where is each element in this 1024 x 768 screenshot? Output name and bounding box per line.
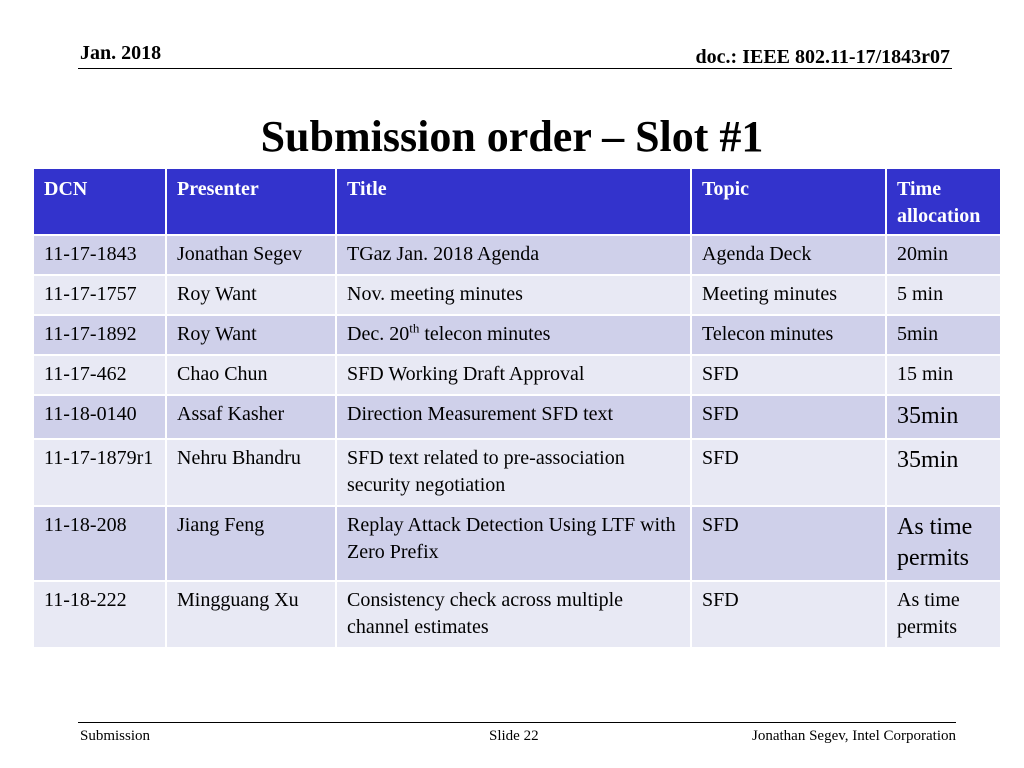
dcn-cell: 11-17-462 — [33, 355, 166, 395]
title-cell: Consistency check across multiple channel estimates — [336, 581, 691, 648]
footer-left: Submission — [80, 728, 151, 744]
table-row — [33, 355, 1001, 395]
table-row — [33, 581, 1001, 648]
topic-cell: SFD — [691, 581, 886, 648]
title-cell: SFD text related to pre-association security negotiation — [336, 439, 691, 506]
topic-cell: SFD — [691, 355, 886, 395]
table-row — [33, 235, 1001, 275]
footer-author: Jonathan Segev, Intel Corporation — [752, 728, 956, 744]
time-cell: As time permits — [886, 506, 1001, 581]
table-row — [33, 506, 1001, 581]
time-cell: As time permits — [886, 581, 1001, 648]
presenter-cell: Nehru Bhandru — [166, 439, 336, 506]
title-text: Dec. 20 — [347, 323, 410, 345]
presenter-cell: Jiang Feng — [166, 506, 336, 581]
title-cell: SFD Working Draft Approval — [336, 355, 691, 395]
slide-number: Slide 22 — [489, 728, 539, 744]
column-header-dcn: DCN — [33, 168, 166, 235]
topic-cell: SFD — [691, 439, 886, 506]
topic-cell: Meeting minutes — [691, 275, 886, 315]
title-cell: Nov. meeting minutes — [336, 275, 691, 315]
title-text-continued: telecon minutes — [419, 323, 551, 345]
dcn-cell: 11-17-1757 — [33, 275, 166, 315]
dcn-cell: 11-17-1879r1 — [33, 439, 166, 506]
time-cell: 15 min — [886, 355, 1001, 395]
title-cell: TGaz Jan. 2018 Agenda — [336, 235, 691, 275]
header-divider — [78, 68, 952, 69]
submission-table — [32, 167, 1002, 649]
time-cell: 5 min — [886, 275, 1001, 315]
presenter-cell: Roy Want — [166, 315, 336, 355]
table-row — [33, 315, 1001, 355]
topic-cell: Telecon minutes — [691, 315, 886, 355]
table-row — [33, 275, 1001, 315]
title-superscript: th — [409, 320, 420, 336]
time-cell: 20min — [886, 235, 1001, 275]
presenter-cell: Roy Want — [166, 275, 336, 315]
table-row — [33, 395, 1001, 439]
column-header-presenter: Presenter — [166, 168, 336, 235]
topic-cell: SFD — [691, 395, 886, 439]
time-cell: 35min — [886, 439, 1001, 506]
table-row — [33, 439, 1001, 506]
column-header-time-allocation: Time allocation — [886, 168, 1001, 235]
title-cell: Replay Attack Detection Using LTF with Zero Prefix — [336, 506, 691, 581]
column-header-title: Title — [336, 168, 691, 235]
title-cell: Direction Measurement SFD text — [336, 395, 691, 439]
dcn-cell: 11-17-1843 — [33, 235, 166, 275]
dcn-cell: 11-17-1892 — [33, 315, 166, 355]
presenter-cell: Jonathan Segev — [166, 235, 336, 275]
time-cell: 5min — [886, 315, 1001, 355]
dcn-cell: 11-18-208 — [33, 506, 166, 581]
dcn-cell: 11-18-0140 — [33, 395, 166, 439]
time-cell: 35min — [886, 395, 1001, 439]
header-doc-id: doc.: IEEE 802.11-17/1843r07 — [695, 46, 950, 68]
topic-cell: SFD — [691, 506, 886, 581]
slide-title: Submission order – Slot #1 — [260, 112, 764, 161]
title-cell — [336, 315, 691, 355]
footer-divider — [78, 722, 956, 723]
dcn-cell: 11-18-222 — [33, 581, 166, 648]
presenter-cell: Chao Chun — [166, 355, 336, 395]
topic-cell: Agenda Deck — [691, 235, 886, 275]
header-date: Jan. 2018 — [80, 42, 162, 64]
presenter-cell: Mingguang Xu — [166, 581, 336, 648]
table-header-row — [33, 168, 1001, 235]
column-header-topic: Topic — [691, 168, 886, 235]
presenter-cell: Assaf Kasher — [166, 395, 336, 439]
